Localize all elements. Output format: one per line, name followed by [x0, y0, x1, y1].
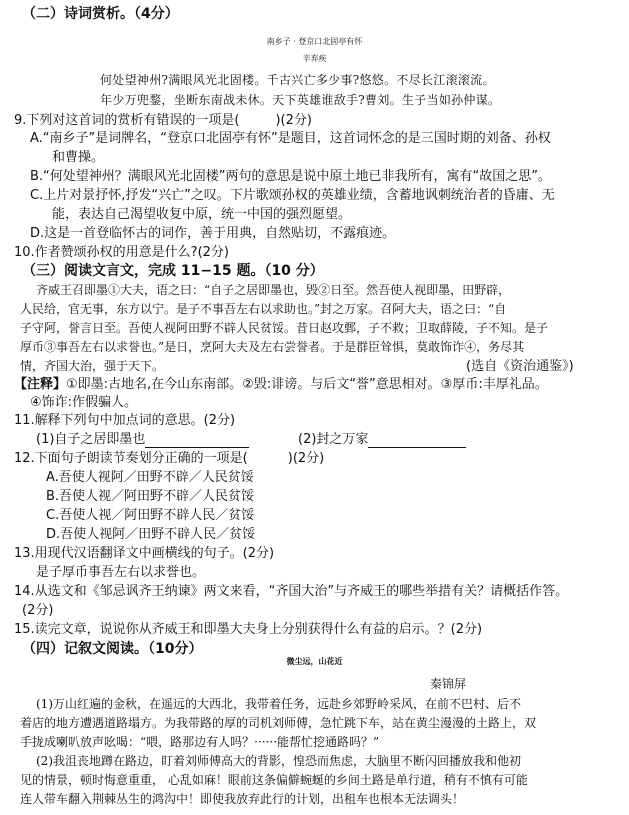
question-12-option-a: A.吾使人视阿／田野不辟／人民贫馁 — [46, 470, 254, 485]
classical-text-line-5: 情，齐国大治，强于天下。 — [20, 359, 165, 373]
story-para-1-line-2: 着店的地方遭遇道路塌方。为我带路的厚的司机刘师傅，急忙跳下车，站在黄尘漫漫的土路上，双 — [20, 716, 537, 730]
question-11-part-2-blank[interactable] — [368, 435, 466, 448]
section-heading-classical: （三）阅读文言文，完成 11−15 题。（10 分） — [22, 263, 324, 279]
question-9-stem — [14, 113, 312, 129]
classical-text-line-2: 人民给，官无事，东方以宁。是子不事吾左右以求助也。”封之万家。召阿大夫，语之曰：“自 — [20, 302, 507, 316]
story-para-1-line-3: 手拢成喇叭放声吆喝：“喂，路那边有人吗？······能帮忙挖通路吗？” — [20, 735, 380, 749]
story-para-1-line-1: (1)万山红遍的金秋，在遥远的大西北，我带着任务，远赴乡郊野岭采风，在前不巴村、后不 — [36, 697, 522, 711]
question-11: 11.解释下列句中加点词的意思。(2分) — [14, 413, 236, 428]
question-13-sentence: 是子厚币事吾左右以求誉也。 — [36, 565, 206, 580]
question-9-option-c: C.上片对景抒怀,抒发“兴亡”之叹。下片歌颂孙权的英雄业绩，含蓄地讽刺统治者的昏庸、无 — [30, 188, 555, 203]
question-11-part-1-text: (1)自子之居即墨也 — [36, 432, 146, 447]
question-12-stem-start: 12.下面句子朗读节奏划分正确的一项是( — [14, 451, 248, 466]
question-14: 14.从选文和《邹忌讽齐王纳谏》两文来看，“齐国大治”与齐威王的哪些举措有关？请概括作答。 — [14, 584, 569, 599]
question-11-part-1 — [36, 432, 249, 448]
question-12-option-b: B.吾使人视／阿田野不辟／人民贫馁 — [46, 489, 255, 504]
story-author: 秦锦屏 — [430, 677, 467, 691]
section-heading-narrative: （四）记叙文阅读。（10分） — [22, 641, 203, 657]
question-13: 13.用现代汉语翻译文中画横线的句子。(2分) — [14, 546, 275, 561]
question-12-stem-end: )(2分) — [287, 451, 325, 466]
question-9-option-c-cont: 能，表达自己渴望收复中原，统一中国的强烈愿望。 — [52, 207, 352, 222]
annotation-text-1: ①即墨:古地名,在今山东南部。②毁:诽谤。与后文“誉”意思相对。③厚币:丰厚礼品。 — [66, 377, 548, 392]
question-11-part-1-blank[interactable] — [145, 435, 249, 448]
question-15: 15.读完文章，说说你从齐威王和即墨大夫身上分别获得什么有益的启示。？(2分) — [14, 622, 483, 637]
poem-line-1: 何处望神州?满眼风光北固楼。千古兴亡多少事?悠悠。不尽长江滚滚流。 — [100, 73, 495, 87]
annotation-line-2: ④饰诈:作假骗人。 — [30, 395, 138, 410]
question-11-part-2 — [298, 432, 466, 448]
section-heading-poetry: （二）诗词赏析。（4分） — [22, 6, 179, 22]
question-9-option-a-cont: 和曹操。 — [52, 150, 105, 165]
classical-text-line-4: 厚币③事吾左右以求誉也。”是日，烹阿大夫及左右尝誉者。于是群臣耸惧，莫敢饰诈④，务尽其 — [20, 340, 525, 354]
question-10: 10.作者赞颂孙权的用意是什么?(2分) — [14, 245, 229, 260]
classical-text-line-1: 齐威王召即墨①大夫，语之曰：“自子之居即墨也，毁②日至。然吾使人视即墨，田野辟， — [36, 283, 511, 297]
poem-title: 南乡子 · 登京口北固亭有怀 — [266, 37, 363, 46]
question-12-option-c: C.吾使人视／阿田野不辟人民／贫馁 — [46, 508, 255, 523]
question-9-stem-end: )(2分) — [275, 113, 312, 128]
annotation-label: 【注释】 — [14, 377, 67, 392]
question-9-option-d: D.这是一首登临怀古的词作，善于用典，自然贴切，不露痕迹。 — [30, 226, 396, 241]
question-12-option-d: D.吾使人视阿／田野不辟人民／贫馁 — [46, 527, 256, 542]
story-para-2-line-3: 连人带车翻入荆棘丛生的鸿沟中！即使我放弃此行的计划，出租车也根本无法调头！ — [20, 792, 465, 806]
classical-source: (选自《资治通鉴》) — [466, 359, 574, 374]
question-9-option-b: B.“何处望神州？满眼风光北固楼”两句的意思是说中原土地已非我所有，寓有“故国之思”。 — [30, 169, 551, 184]
question-9-stem-start: 9.下列对这首词的赏析有错误的一项是( — [14, 113, 240, 128]
question-14-points: (2分) — [22, 603, 54, 618]
question-9-option-a: A.“南乡子”是词牌名，“登京口北固亭有怀”是题目，这首词怀念的是三国时期的刘备、孙权 — [30, 131, 551, 146]
poem-author: 辛弃疾 — [302, 54, 327, 63]
question-11-part-2-text: (2)封之万家 — [298, 432, 369, 447]
story-para-2-line-1: (2)我沮丧地蹲在路边，盯着刘师傅高大的背影，惶恐而焦虑，大脑里不断闪回播放我和他初 — [36, 754, 522, 768]
classical-text-line-3: 子守阿，誉言日至。吾使人视阿田野不辟人民贫馁。昔日赵攻鄄，子不救；卫取薛陵，子不知。是子 — [20, 321, 549, 335]
story-title: 微尘远，山花近 — [286, 657, 343, 666]
poem-line-2: 年少万兜鍪，坐断东南战未休。天下英雄谁敌手?曹刘。生子当如孙仲谋。 — [100, 93, 501, 107]
story-para-2-line-2: 见的情景，顿时悔意重重， 心乱如麻！眼前这条偏僻蜿蜒的乡间土路是单行道，稍有不慎有可能 — [20, 773, 528, 787]
annotation-line-1 — [14, 377, 548, 393]
question-12-stem — [14, 451, 324, 467]
